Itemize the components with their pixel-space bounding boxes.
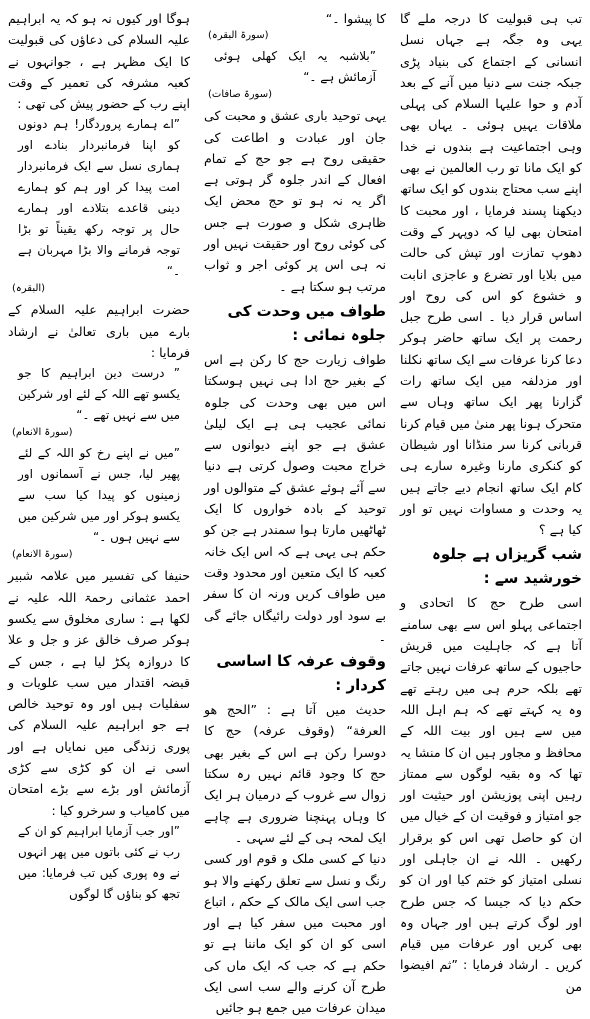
surah-reference: (سورۃ البقرہ) (208, 30, 269, 42)
paragraph: ہوگا اور کیوں نہ ہو کہ یہ ابراہیم علیہ السلام کی دعاؤں کی قبولیت کا ایک مظہر ہے ، جوانہوں نے کعبہ مشرفہ کی تعمیر کے وقت اپنے رب کے حضور پیش کی تھی : (8, 11, 190, 112)
section-heading: شب گریزاں ہے جلوہ خورشید سے : (432, 545, 582, 588)
paragraph: دنیا کے کسی ملک و قوم اور کسی رنگ و نسل سے تعلق رکھنے والا ہو جب اسی ایک مالک کے حکم ، اتباع اور محبت میں سفر کیا ہے اور اسی کو ان کو ایک ماننا ہے تو حکم ہے کہ جب کہ ایک ماں کی طرح آن کرنے والے سب اسی ایک میدان عرفات میں جمع ہو جائیں (204, 851, 386, 1016)
paragraph: تب ہی قبولیت کا درجہ ملے گا یہی وہ جگہ ہے جہاں نسل انسانی کے اجتماع کی بنیاد پڑی جبکہ جنت سے دنیا میں آنے کے بعد آدم و حوا علیہا السلام کی پہلی ملاقات یہیں ہوئی ۔ یہاں بھی وہی اجتماعیت ہے بندوں نے خدا کو ایک مانا تو رب العالمین نے بھی اپنے سب محتاج بندوں کو ایک ساتھ دیکھنا پسند فرمایا ، اور محبت کا امتحان بھی لیا کہ دوپہر کے وقت دھوپ تمازت اور تپش کی حالت میں بلایا اور تضرع و عاجزی انابت و خشوع کو اس کی روح اور اساس قرار دیا ۔ اسی طرح جبل رحمت پر ایک ساتھ حاضر ہوکر دعا کرنا عرفات سے ایک ساتھ نکلنا اور مزدلفہ میں ایک ساتھ رات گزارنا پھر ایک ساتھ وہاں سے متحرک ہونا پھر منیٰ میں قیام کرنا قربانی کرنا سر منڈانا اور شیطان کو کنکری مارنا وغیرہ سارے ہی کام ایک ساتھ انجام دیے جاتے ہیں یہ وحدت و مساوات نہیں تو اور کیا ہے ؟ (400, 11, 582, 538)
section-heading: وقوف عرفہ کا اساسی کردار : (216, 652, 386, 695)
paragraph: حنیفا کی تفسیر میں علامہ شبیر احمد عثمانی رحمۃ اللہ علیہ نے لکھا ہے : ساری مخلوق سے یکسو ہوکر صرف خالق عز و جل و علا کا دروازہ پکڑ لیا ہے ، جس کے قبضہ اقتدار میں سب علویات و سفلیات ہیں اور وہ توحید خالص ہے جو ابراہیم علیہ السلام کی پوری زندگی میں نمایاں ہے اور اسی نے ان کو کڑی سے کڑی آزمائش اور بڑے سے بڑے امتحان میں کامیاب و سرخرو کیا : (8, 568, 190, 818)
quran-quote: ”بلاشبہ یہ ایک کھلی ہوئی آزمائش ہے ۔“ (214, 49, 376, 85)
paragraph: طواف زیارت حج کا رکن ہے اس کے بغیر حج ادا ہی نہیں ہوسکتا اس میں بھی وحدت کی جلوہ نمائی عجیب ہی ہے ایک لیلیٰ عشق ہے جو اپنے دیوانوں سے خراج محبت وصول کرتی ہے دنیا سے آئے ہوئے عشق کے متوالوں اور توحید کے بادہ خواروں کا ایک ٹھاٹھیں مارتا ہوا سمندر ہے جن کو حکم ہی یہی ہے کہ اس ایک خانہ کعبہ کا ایک متعین اور محدود وقت میں طواف کریں ورنہ ان کا سفر بے سود اور دولت رائیگاں جائے گی ۔ (204, 351, 386, 644)
surah-reference: (سورۃ صافات) (208, 89, 272, 101)
column-middle (204, 8, 386, 1016)
paragraph: یہی توحید باری عشق و محبت کی جان اور عبادت و اطاعت کی حقیقی روح ہے جو حج کے تمام افعال کے اندر جلوہ گر ہوتی ہے اگر یہ نہ ہو تو حج محض ایک ظاہری شکل و صورت ہے جس کی کوئی روح اور حقیقت نہیں اور نہ ہی اس پر کوئی اجر و ثواب مرتب ہو سکتا ہے ۔ (204, 108, 386, 294)
surah-reference: (سورۃ الانعام) (12, 427, 73, 439)
paragraph: حدیث میں آتا ہے : ”الحج هو العرفة“ (وقوف عرفہ) حج کا دوسرا رکن ہے اس کے بغیر بھی حج کا وجود قائم نہیں رہ سکتا زوال سے غروب کے درمیان ہر ایک کا وہاں پہنچنا ضروری ہے چاہے ایک لمحہ ہی کے لئے سہی ۔ (204, 702, 386, 845)
column-right (8, 8, 190, 914)
paragraph: کا پیشوا ۔“ (325, 11, 386, 26)
quran-quote: ” درست دین ابراہیم کا جو یکسو تھے اللہ کے لئے اور شرکین میں سے نہیں تھے ۔“ (18, 366, 180, 423)
section-heading: طواف میں وحدت کی جلوہ نمائی : (227, 301, 386, 344)
surah-reference: (سورۃ الانعام) (12, 549, 73, 561)
quran-quote: ”اے ہمارے پروردگار! ہم دونوں کو اپنا فرمانبردار بنادے اور ہماری نسل سے ایک فرمانبردار امت پیدا کر اور ہم کو ہمارے دینی قاعدے بتلادے اور ہمارے حال پر توجہ رکھ یقیناً تو بڑا توجہ فرمانے والا بڑا مہربان ہے ۔“ (18, 117, 180, 279)
surah-reference: (البقرہ) (12, 283, 46, 295)
column-left (400, 8, 582, 994)
quran-quote: ”اور جب آزمایا ابراہیم کو ان کے رب نے کئی باتوں میں پھر انہوں نے وہ پوری کیں تب فرمایا: میں تجھ کو بناؤں گا لوگوں (18, 823, 180, 901)
quran-quote: ”میں نے اپنے رخ کو اللہ کے لئے پھیر لیا، جس نے آسمانوں اور زمینوں کو پیدا کیا سب سے یکسو ہوکر اور میں شرکین میں سے نہیں ہوں ۔“ (18, 446, 180, 545)
paragraph: اسی طرح حج کا اتحادی و اجتماعی پہلو اس سے بھی سامنے آتا ہے کہ جاہلیت میں قریش حاجیوں کے ساتھ عرفات نہیں جاتے تھے بلکہ حرم ہی میں رہتے تھے وہ یہ کہتے تھے کہ ہم اہل اللہ میں سے ہیں اور بیت اللہ کے محافظ و مجاور ہیں ان کا منشا یہ تھا کہ وہ بقیہ لوگوں سے ممتاز رہیں اپنی پوزیشن اور حیثیت اور جو امتیاز و فوقیت ان کے خیال میں ان کو حاصل تھی اس کو برقرار رکھیں ۔ اللہ نے ان جاہلی اور نسلی امتیاز کو ختم کیا اور ان کو حکم دیا کہ جیسا کہ جس طرح اور لوگ کرتے ہیں اور جہاں وہ بھی کریں اور عرفات میں قیام کریں ۔ ارشاد فرمایا : ”ثم افيضوا من (400, 595, 582, 994)
paragraph: حضرت ابراہیم علیہ السلام کے بارے میں باری تعالیٰ نے ارشاد فرمایا : (8, 302, 190, 361)
